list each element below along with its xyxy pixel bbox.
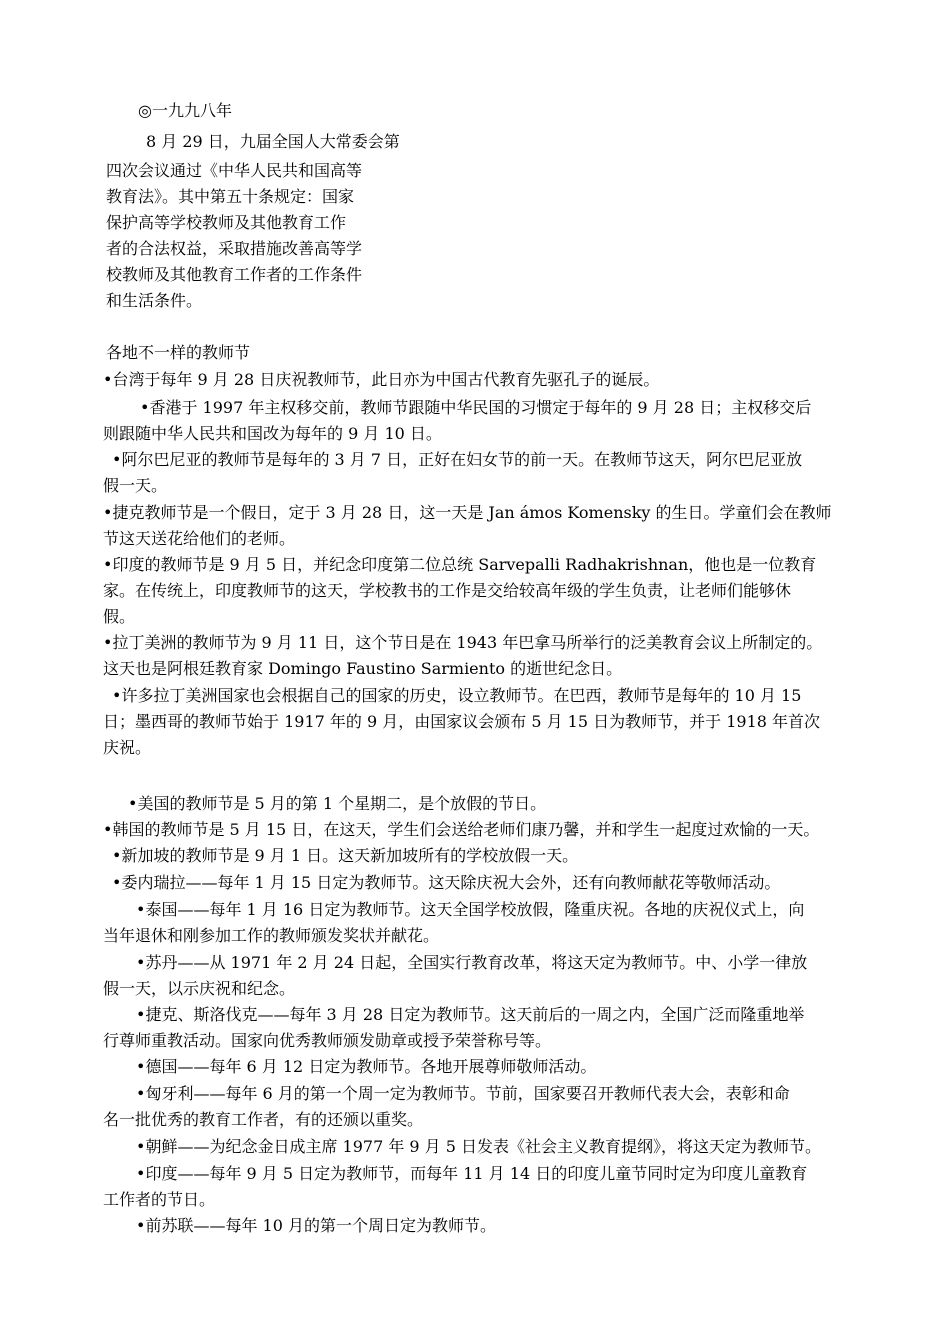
list-item: •美国的教师节是 5 月的第 1 个星期二，是个放假的节日。 (128, 794, 547, 813)
list-item-continuation: 庆祝。 (103, 738, 152, 757)
year-heading: ◎一九九八年 (138, 101, 232, 120)
list-item-continuation: 家。在传统上，印度教师节的这天，学校教书的工作是交给较高年级的学生负责，让老师们能够休 (103, 581, 792, 600)
list-item: •拉丁美洲的教师节为 9 月 11 日，这个节日是在 1943 年巴拿马所举行的泛美教育会议上所制定的。 (103, 633, 823, 652)
text-line: 教育法》。其中第五十条规定：国家 (106, 187, 355, 206)
list-item: •许多拉丁美洲国家也会根据自己的国家的历史，设立教师节。在巴西，教师节是每年的 10 月 15 (112, 686, 802, 705)
list-item: •台湾于每年 9 月 28 日庆祝教师节，此日亦为中国古代教育先驱孔子的诞辰。 (103, 370, 660, 389)
list-item-continuation: 当年退休和刚参加工作的教师颁发奖状并献花。 (103, 926, 440, 945)
list-item-continuation: 日；墨西哥的教师节始于 1917 年的 9 月，由国家议会颁布 5 月 15 日为教师节，并于 1918 年首次 (103, 712, 821, 731)
text-line: 和生活条件。 (106, 291, 203, 310)
list-item-continuation: 则跟随中华人民共和国改为每年的 9 月 10 日。 (103, 424, 442, 443)
text-line: 者的合法权益，采取措施改善高等学 (106, 239, 363, 258)
list-item: •捷克教师节是一个假日，定于 3 月 28 日，这一天是 Jan ámos Komensky 的生日。学童们会在教师 (103, 503, 832, 522)
list-item: •德国——每年 6 月 12 日定为教师节。各地开展尊师敬师活动。 (136, 1057, 597, 1076)
list-item: •捷克、斯洛伐克——每年 3 月 28 日定为教师节。这天前后的一周之内，全国广泛而隆重地举 (136, 1005, 805, 1024)
text-line: 四次会议通过《中华人民共和国高等 (106, 161, 363, 180)
list-item: •香港于 1997 年主权移交前，教师节跟随中华民国的习惯定于每年的 9 月 28 日；主权移交后 (140, 398, 812, 417)
list-item-continuation: 假。 (103, 607, 136, 626)
list-item-continuation: 名一批优秀的教育工作者，有的还颁以重奖。 (103, 1110, 424, 1129)
list-item-continuation: 行尊师重教活动。国家向优秀教师颁发勋章或授予荣誉称号等。 (103, 1031, 552, 1050)
list-item: •阿尔巴尼亚的教师节是每年的 3 月 7 日，正好在妇女节的前一天。在教师节这天，阿尔巴尼亚放 (112, 450, 803, 469)
section-heading: 各地不一样的教师节 (106, 343, 251, 362)
list-item: •泰国——每年 1 月 16 日定为教师节。这天全国学校放假，隆重庆祝。各地的庆祝仪式上，向 (136, 900, 805, 919)
list-item: •苏丹——从 1971 年 2 月 24 日起，全国实行教育改革，将这天定为教师节。中、小学一律放 (136, 953, 808, 972)
list-item: •委内瑞拉——每年 1 月 15 日定为教师节。这天除庆祝大会外，还有向教师献花等敬师活动。 (112, 873, 781, 892)
list-item: •前苏联——每年 10 月的第一个周日定为教师节。 (136, 1216, 496, 1235)
list-item: •匈牙利——每年 6 月的第一个周一定为教师节。节前，国家要召开教师代表大会，表彰和命 (136, 1084, 790, 1103)
list-item-continuation: 节这天送花给他们的老师。 (103, 529, 296, 548)
list-item: •韩国的教师节是 5 月 15 日，在这天，学生们会送给老师们康乃馨，并和学生一起度过欢愉的一天。 (103, 820, 820, 839)
text-line: 8 月 29 日，九届全国人大常委会第 (146, 132, 400, 151)
list-item-continuation: 假一天，以示庆祝和纪念。 (103, 979, 296, 998)
list-item: •新加坡的教师节是 9 月 1 日。这天新加坡所有的学校放假一天。 (112, 846, 579, 865)
text-line: 保护高等学校教师及其他教育工作 (106, 213, 347, 232)
list-item: •朝鲜——为纪念金日成主席 1977 年 9 月 5 日发表《社会主义教育提纲》，将这天定为教师节。 (136, 1137, 822, 1156)
list-item: •印度的教师节是 9 月 5 日，并纪念印度第二位总统 Sarvepalli Radhakrishnan，他也是一位教育 (103, 555, 817, 574)
list-item: •印度——每年 9 月 5 日定为教师节，而每年 11 月 14 日的印度儿童节同时定为印度儿童教育 (136, 1164, 808, 1183)
list-item-continuation: 这天也是阿根廷教育家 Domingo Faustino Sarmiento 的逝世纪念日。 (103, 659, 623, 678)
list-item-continuation: 假一天。 (103, 476, 168, 495)
list-item-continuation: 工作者的节日。 (103, 1190, 216, 1209)
text-line: 校教师及其他教育工作者的工作条件 (106, 265, 363, 284)
